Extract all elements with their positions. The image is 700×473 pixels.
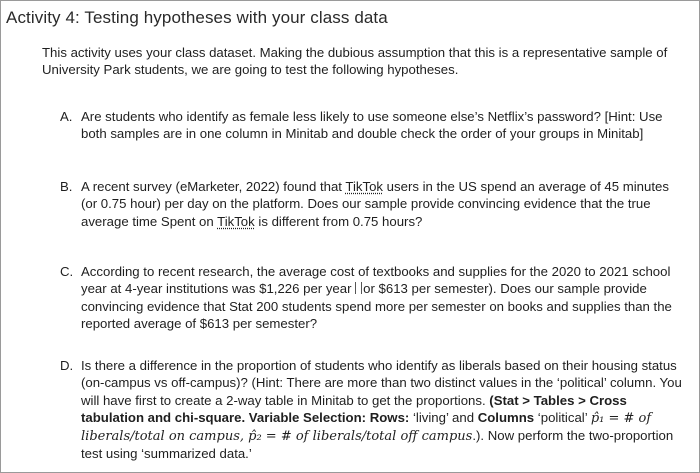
question-b bbox=[60, 178, 685, 230]
question-c-letter: C. bbox=[60, 264, 74, 279]
question-d-letter: D. bbox=[60, 358, 74, 373]
intro-paragraph: This activity uses your class dataset. Making the dubious assumption that this is a representative sample of University Park students, we are going to test the following hypotheses. bbox=[42, 45, 668, 77]
question-a-letter: A. bbox=[60, 109, 73, 124]
question-c bbox=[60, 263, 685, 332]
tiktok-link: TikTok bbox=[345, 179, 384, 194]
text-cursor-icon bbox=[355, 282, 362, 294]
proportion-formula: p̂₁ = # of liberals/total on campus, p̂₂ = # of liberals/total off campus bbox=[81, 410, 652, 445]
question-a bbox=[60, 108, 685, 143]
tiktok-link: TikTok bbox=[217, 213, 255, 229]
question-c-text: According to recent research, the average cost of textbooks and supplies for the 2020 to 2021 school year at 4-year institutions was $1,226 per year or $613 per semester). Does our sample provide convincing evidence that Stat 200 students spend more per semester on books and supplies than the reported average of $613 per semester? bbox=[81, 264, 672, 331]
activity-title: Activity 4: Testing hypotheses with your class data bbox=[6, 8, 388, 27]
question-b-text: A recent survey (eMarketer, 2022) found that TikTok users in the US spend an average of 45 minutes (or 0.75 hour) per day on the platform. Does our sample provide convincing evidence that the true average time Spent on TikTok is different from 0.75 hours? bbox=[81, 179, 669, 229]
question-b-letter: B. bbox=[60, 179, 73, 194]
question-d bbox=[60, 357, 685, 463]
question-a-text: Are students who identify as female less likely to use someone else’s Netflix’s password? [Hint: Use both samples are in one column in Minitab and double check the order of your groups in Minitab] bbox=[81, 109, 663, 142]
question-d-text: Is there a difference in the proportion of students who identify as liberals based on their housing status (on-campus vs off-campus)? (Hint: There are more than two distinct values in the ‘political’ column. You will have first to create a 2-way table in Minitab to get the proportions. (Stat > Tables > Cross tabulation and chi-square. Variable Selection: Rows: ‘living’ and Columns ‘political’ p̂₁ = # of liberals/total on campus, p̂₂ = # of liberals/total off campus.). Now perform the two-proportion test using ‘summarized data.’ bbox=[81, 358, 682, 462]
